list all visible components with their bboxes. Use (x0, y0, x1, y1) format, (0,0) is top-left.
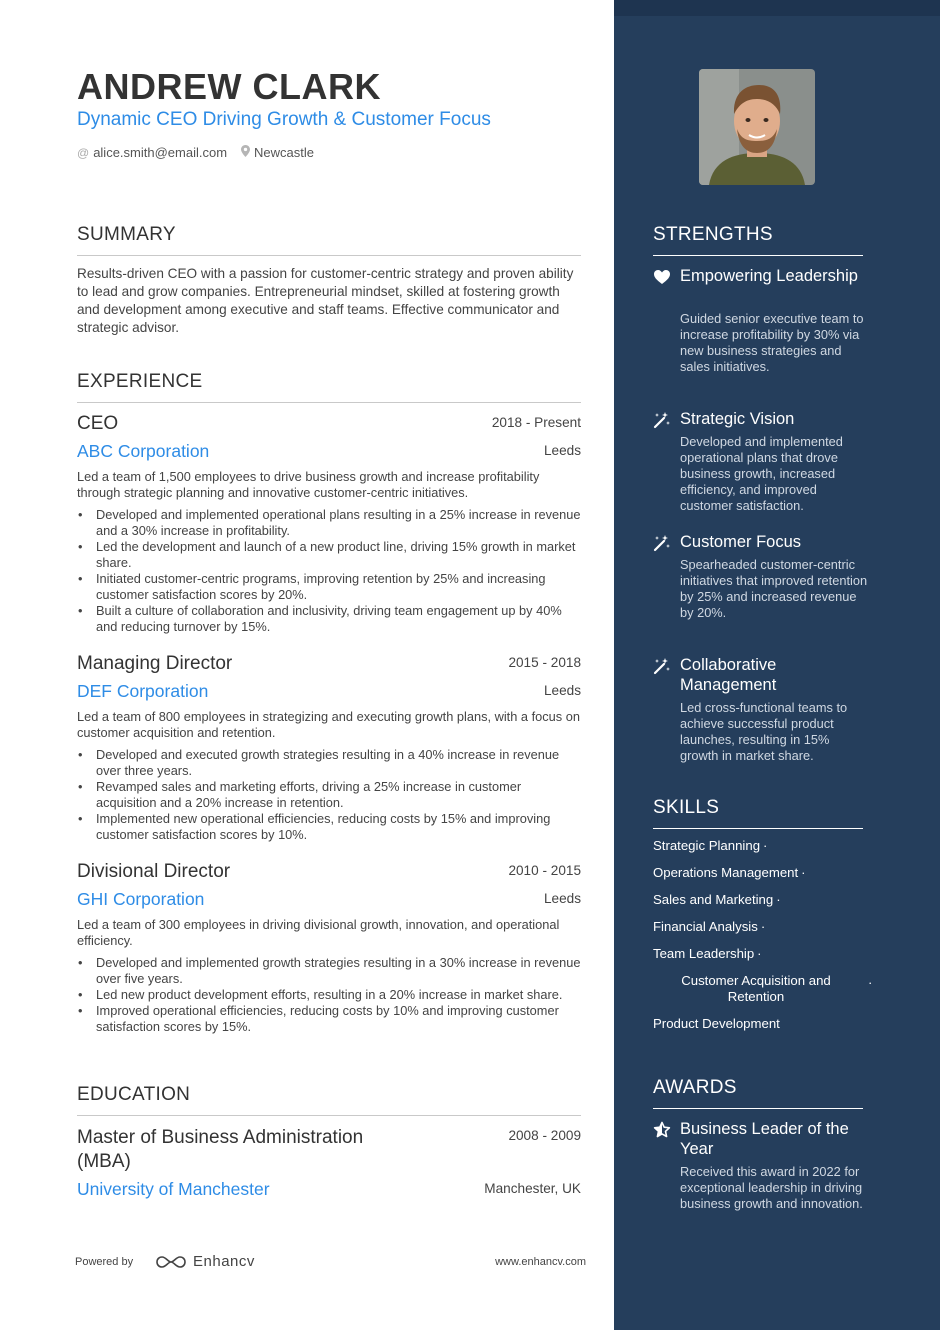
enhancv-logo-icon (155, 1254, 187, 1270)
strength-title: Strategic Vision (680, 410, 795, 428)
skill-item: Sales and Marketing · (653, 892, 781, 907)
bullet-item: • Developed and executed growth strategies resulting in a 40% increase in revenue over three years. (77, 747, 581, 779)
sidebar-top-band (614, 0, 940, 16)
job-description: Led a team of 800 employees in strategizing and executing growth plans, with a focus on customer acquisition and retention. (77, 709, 580, 740)
candidate-tagline: Dynamic CEO Driving Growth & Customer Focus (77, 109, 491, 130)
candidate-name: ANDREW CLARK (77, 66, 381, 107)
job-title: Managing Director (77, 653, 233, 674)
bullet-item: • Built a culture of collaboration and inclusivity, driving team engagement up by 40% and reducing turnover by 15%. (77, 603, 581, 635)
awards-heading: AWARDS (653, 1077, 737, 1098)
footer (75, 1253, 586, 1273)
skill-item: Customer Acquisition and Retention · (681, 973, 873, 1004)
job-bullets (77, 747, 581, 843)
bullet-item: • Developed and implemented operational plans resulting in a 25% increase in revenue and a 30% increase in profitability. (77, 507, 581, 539)
enhancv-logo[interactable] (155, 1253, 255, 1270)
education-dates: 2008 - 2009 (508, 1128, 581, 1143)
bullet-item: • Improved operational efficiencies, reducing costs by 10% and improving customer satisfaction scores by 15%. (77, 1003, 581, 1035)
awards-divider (653, 1108, 863, 1109)
job-dates: 2010 - 2015 (508, 863, 581, 878)
job-company[interactable]: ABC Corporation (77, 441, 210, 461)
job-company[interactable]: GHI Corporation (77, 889, 205, 909)
education-heading: EDUCATION (77, 1084, 191, 1105)
bullet-item: • Revamped sales and marketing efforts, driving a 25% increase in customer acquisition and a 20% increase in retention. (77, 779, 581, 811)
job-bullets (77, 955, 581, 1035)
job-company[interactable]: DEF Corporation (77, 681, 209, 701)
job-bullets (77, 507, 581, 635)
skills-list (653, 838, 873, 1043)
award-description: Received this award in 2022 for exceptional leadership in driving business growth and innovation. (680, 1164, 863, 1211)
award-title: Business Leader of the Year (680, 1120, 849, 1158)
contact-info (77, 145, 314, 160)
bullet-item: • Led new product development efforts, resulting in a 20% increase in market share. (77, 987, 581, 1003)
location-text: Newcastle (254, 145, 314, 160)
job-description: Led a team of 1,500 employees to drive business growth and increase profitability through strategic planning and innovative customer-centric initiatives. (77, 469, 540, 500)
skill-item: Operations Management · (653, 865, 806, 880)
enhancv-brand-text: Enhancv (193, 1253, 255, 1270)
education-divider (77, 1115, 581, 1116)
summary-heading: SUMMARY (77, 224, 176, 245)
bullet-item: • Initiated customer-centric programs, improving retention by 25% and increasing customer satisfaction scores by 20%. (77, 571, 581, 603)
location-pin-icon (241, 145, 250, 160)
experience-heading: EXPERIENCE (77, 371, 203, 392)
bullet-item: • Led the development and launch of a new product line, driving 15% growth in market share. (77, 539, 581, 571)
powered-by-label: Powered by (75, 1256, 134, 1268)
experience-divider (77, 402, 581, 403)
magic-wand-icon (653, 534, 671, 552)
job-location: Leeds (543, 683, 581, 698)
summary-divider (77, 255, 581, 256)
strength-title: Empowering Leadership (680, 267, 858, 285)
job-title: Divisional Director (77, 861, 231, 882)
skills-divider (653, 828, 863, 829)
skill-item: Financial Analysis · (653, 919, 766, 934)
skills-heading: SKILLS (653, 797, 720, 818)
profile-photo (699, 69, 815, 185)
strength-description: Developed and implemented operational plans that drove business growth, increased efficiency, and improved customer satisfaction. (680, 434, 843, 513)
degree-title: Master of Business Administration (MBA) (77, 1127, 364, 1172)
sidebar (614, 0, 940, 1330)
magic-wand-icon (653, 657, 671, 675)
job-description: Led a team of 300 employees in driving divisional growth, innovation, and operational efficiency. (77, 917, 560, 948)
strength-description: Guided senior executive team to increase profitability by 30% via new business strategies and sales initiatives. (680, 311, 864, 374)
job-title: CEO (77, 413, 119, 434)
school-location: Manchester, UK (484, 1181, 581, 1196)
strength-title: Customer Focus (680, 533, 802, 551)
skill-item: Team Leadership · (653, 946, 762, 961)
bullet-item: • Implemented new operational efficiencies, reducing costs by 15% and improving customer satisfaction scores by 10%. (77, 811, 581, 843)
strength-description: Led cross-functional teams to achieve successful product launches, resulting in 15% growth in market share. (680, 700, 848, 763)
strengths-divider (653, 255, 863, 256)
heart-icon (653, 268, 671, 286)
strength-description: Spearheaded customer-centric initiatives that improved retention by 25% and increased revenue by 20%. (680, 557, 868, 620)
star-icon (653, 1121, 671, 1139)
skill-item: Product Development (653, 1016, 780, 1031)
bullet-item: • Developed and implemented growth strategies resulting in a 30% increase in revenue over five years. (77, 955, 581, 987)
strength-title: Collaborative Management (680, 656, 777, 694)
job-dates: 2015 - 2018 (508, 655, 581, 670)
skill-item: Strategic Planning · (653, 838, 768, 853)
strengths-heading: STRENGTHS (653, 224, 773, 245)
website-link[interactable]: www.enhancv.com (495, 1256, 586, 1268)
job-dates: 2018 - Present (491, 415, 581, 430)
job-location: Leeds (543, 891, 581, 906)
at-icon: @ (77, 145, 90, 160)
magic-wand-icon (653, 411, 671, 429)
email-text[interactable]: alice.smith@email.com (93, 145, 228, 160)
summary-text: Results-driven CEO with a passion for customer-centric strategy and proven ability to lead and grow companies. Entrepreneurial mindset, skilled at fostering growth and development among executive and staff teams. Effective communicator and strategic advisor. (77, 266, 574, 335)
job-location: Leeds (543, 443, 581, 458)
school-name[interactable]: University of Manchester (77, 1179, 270, 1199)
